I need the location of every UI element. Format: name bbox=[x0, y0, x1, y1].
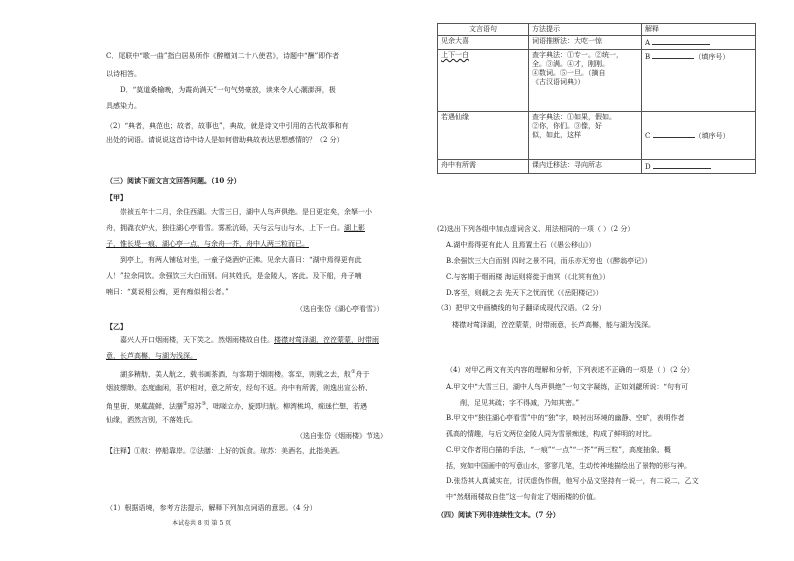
page-footer: 本试卷共 8 页 第 5 页 bbox=[172, 520, 232, 527]
passage-jia-line1: 崇祯五年十二月，余住西湖。大雪三日，湖中人鸟声俱绝。是日更定矣，余拏一小 bbox=[120, 208, 372, 216]
question-2-line2: 出处的词语。请说说这首诗中诗人是如何借助典故表达思想感情的？（2 分） bbox=[106, 136, 344, 144]
question-4-option-d-line1[interactable]: D.张岱其人真诚实在，讨厌虚伪作假，他写小品文坚持有一说一，有二说二，乙文 bbox=[446, 477, 699, 485]
section-4-heading: （四）阅读下列非连续性文本。（7 分） bbox=[437, 510, 560, 519]
table-row bbox=[438, 36, 756, 50]
row-method: 词语推断法：大吃一惊 bbox=[529, 36, 642, 50]
annotation-note: 【注释】①舣：停船靠岸。②法膳：上好的饭食。琼苏：美酒名，此指美酒。 bbox=[106, 447, 344, 455]
row-sentence: 舟中有所需 bbox=[438, 160, 529, 174]
question-4-option-c-line1[interactable]: C.甲文作者用白描的手法，“一痕”“一点”“一芥”“两三粒”，高度抽象、概 bbox=[446, 446, 671, 454]
question-3: （3）把甲文中画横线的句子翻译成现代汉语。（2 分） bbox=[437, 304, 606, 312]
passage-jia-line3: 子，惟长堤一痕、湖心亭一点，与余舟一芥，舟中人两三粒而已。 bbox=[106, 240, 309, 248]
row-method: 查字典法：①专一。②统一， 全。③满。④才，刚刚。 ④数词。⑤一旦。（摘自 《古汉语词典》） bbox=[529, 50, 642, 112]
question-2-option-b[interactable]: B.余强饮三大白而别 四时之景不同，而乐亦无穷也（《醉翁亭记》） bbox=[446, 257, 652, 265]
option-d-line2: 具感染力。 bbox=[106, 102, 141, 110]
passage-jia-line6: 喃曰：“莫说相公痴，更有痴似相公者。” bbox=[106, 288, 229, 296]
answer-blank[interactable] bbox=[653, 130, 695, 138]
answer-blank[interactable] bbox=[653, 161, 711, 169]
table-header-cell: 方法提示 bbox=[529, 24, 642, 36]
row-method: 查字典法：①如果，假如。 ②你，你们。③像，好 似，如此，这样 bbox=[529, 112, 642, 160]
question-4-option-a-line1[interactable]: A.甲文中“大雪三日，湖中人鸟声俱绝”一句文字凝练，正如刘勰所说：“句有可 bbox=[446, 383, 689, 391]
row-answer[interactable]: B （填序号） bbox=[642, 50, 756, 112]
passage-jia-line2: 舟，拥毳衣炉火，独往湖心亭看雪。雾凇沆砀，天与云与山与水，上下一白。湖上影 bbox=[106, 224, 365, 232]
passage-jia-source: （选自张岱《湖心亭看雪》） bbox=[296, 305, 384, 313]
question-4: （4）对甲乙两文有关内容的理解和分析，下列表述不正确的一项是（ ）（2 分） bbox=[446, 366, 694, 374]
question-2: (2)选出下列各组中加点虚词含义、用法相同的一项（ ）（2 分） bbox=[437, 225, 635, 233]
answer-blank[interactable] bbox=[652, 37, 710, 45]
table-row bbox=[438, 112, 756, 160]
row-answer[interactable]: A bbox=[642, 36, 756, 50]
passage-yi-line5: 角里街，果蓏蔬鲜，法膳②琼苏③，咄嗟立办，旋即归航。柳湾桃坞，痴迷伫想，若遇 bbox=[106, 401, 367, 411]
table-row bbox=[438, 50, 756, 112]
question-3-sentence: 楼襟对莺泽湖，涳涳蒙蒙，时带雨意，长芦高槲，能与湖为浅深。 bbox=[452, 321, 655, 329]
question-2-option-c[interactable]: C.与客期于烟雨楼 海运则将徙于南冥（《北冥有鱼》） bbox=[446, 273, 610, 281]
passage-jia-line5: 人！”拉余同饮。余强饮三大白而别。问其姓氏，是金陵人，客此。及下船，舟子喃 bbox=[106, 272, 362, 280]
row-sentence: 若遇仙缘 bbox=[438, 112, 529, 160]
table-header-row bbox=[438, 24, 756, 36]
passage-yi-line3: 湖多精舫，美人航之，载书画茶酒，与客期于烟雨楼。客至，则载之去，舣①舟于 bbox=[120, 369, 370, 379]
row-answer[interactable]: D bbox=[642, 160, 756, 174]
passage-jia-line4: 到亭上，有两人铺毡对坐，一童子烧酒炉正沸。见余大喜曰：“湖中焉得更有此 bbox=[120, 256, 362, 264]
row-answer[interactable]: C （填序号） bbox=[642, 112, 756, 160]
row-sentence: 见余大喜 bbox=[438, 36, 529, 50]
passage-yi-line6: 仙缘，洒然言别，不落姓氏。 bbox=[106, 416, 197, 424]
question-4-option-c-line2: 括，宛如中国画中的写意山水，寥寥几笔，生动传神地描绘出了景物的形与神。 bbox=[446, 462, 691, 470]
passage-jia-label: 【甲】 bbox=[106, 193, 127, 202]
question-2-line1: （2）“典者，典范也；故者，故事也”，典故，就是诗文中引用的古代故事和有 bbox=[106, 122, 349, 130]
table-header-cell: 文言语句 bbox=[438, 24, 529, 36]
row-method: 课内迁移法：寻向所志 bbox=[529, 160, 642, 174]
passage-yi-label: 【乙】 bbox=[106, 322, 127, 331]
option-c-line1: C．尾联中“歌一曲”指白居易所作《醉赠刘二十八使君》，诗题中“酬”即作者 bbox=[106, 52, 340, 60]
option-d-line1: D．“莫道桑榆晚，为霞尚满天”一句气势豪放，读来令人心潮澎湃，极 bbox=[120, 86, 336, 94]
question-1: （1）根据语境，参考方法提示，解释下列加点词语的意思。（4 分） bbox=[106, 504, 317, 512]
answer-blank[interactable] bbox=[652, 51, 694, 59]
glossary-table bbox=[437, 23, 756, 174]
row-sentence: 上下一白 bbox=[438, 50, 529, 112]
passage-yi-line4: 烟波缥缈。态度幽闲，茗炉相对，意之所安，经旬不返。舟中有所需，则逸出宣公桥、 bbox=[106, 384, 372, 392]
question-4-option-b-line2: 孤高的情趣，与后文两位金陵人同为雪景痴迷，构成了鲜明的对比。 bbox=[446, 430, 656, 438]
question-4-option-a-line2: 削，足见其疏；字不得减，乃知其密。” bbox=[460, 399, 580, 407]
question-2-option-d[interactable]: D.客至，则载之去 先天下之忧而忧（《岳阳楼记》） bbox=[446, 289, 603, 297]
option-c-line2: 以诗相答。 bbox=[106, 70, 141, 78]
table-row bbox=[438, 160, 756, 174]
question-4-option-d-line2: 中“然烟雨楼故自佳”这一句肯定了烟雨楼的价值。 bbox=[446, 493, 601, 501]
passage-yi-line2: 意，长芦高槲，与湖为浅深。 bbox=[106, 352, 197, 360]
passage-yi-source: （选自张岱《烟雨楼》节选） bbox=[296, 432, 387, 440]
passage-yi-line1: 嘉兴人开口烟雨楼，天下笑之。然烟雨楼故自佳。楼襟对莺泽湖，涳涳蒙蒙，时带雨 bbox=[120, 336, 379, 344]
section-3-heading: （三）阅读下面文言文回答问题。（10 分） bbox=[106, 176, 241, 185]
question-4-option-b-line1[interactable]: B.甲文中“独往湖心亭看雪”中的“独”字，映衬出环境的幽静、空旷，表明作者 bbox=[446, 414, 685, 422]
question-2-option-a[interactable]: A.湖中焉得更有此人 且焉置土石（《愚公移山》） bbox=[446, 241, 596, 249]
table-header-cell: 解释 bbox=[642, 24, 756, 36]
